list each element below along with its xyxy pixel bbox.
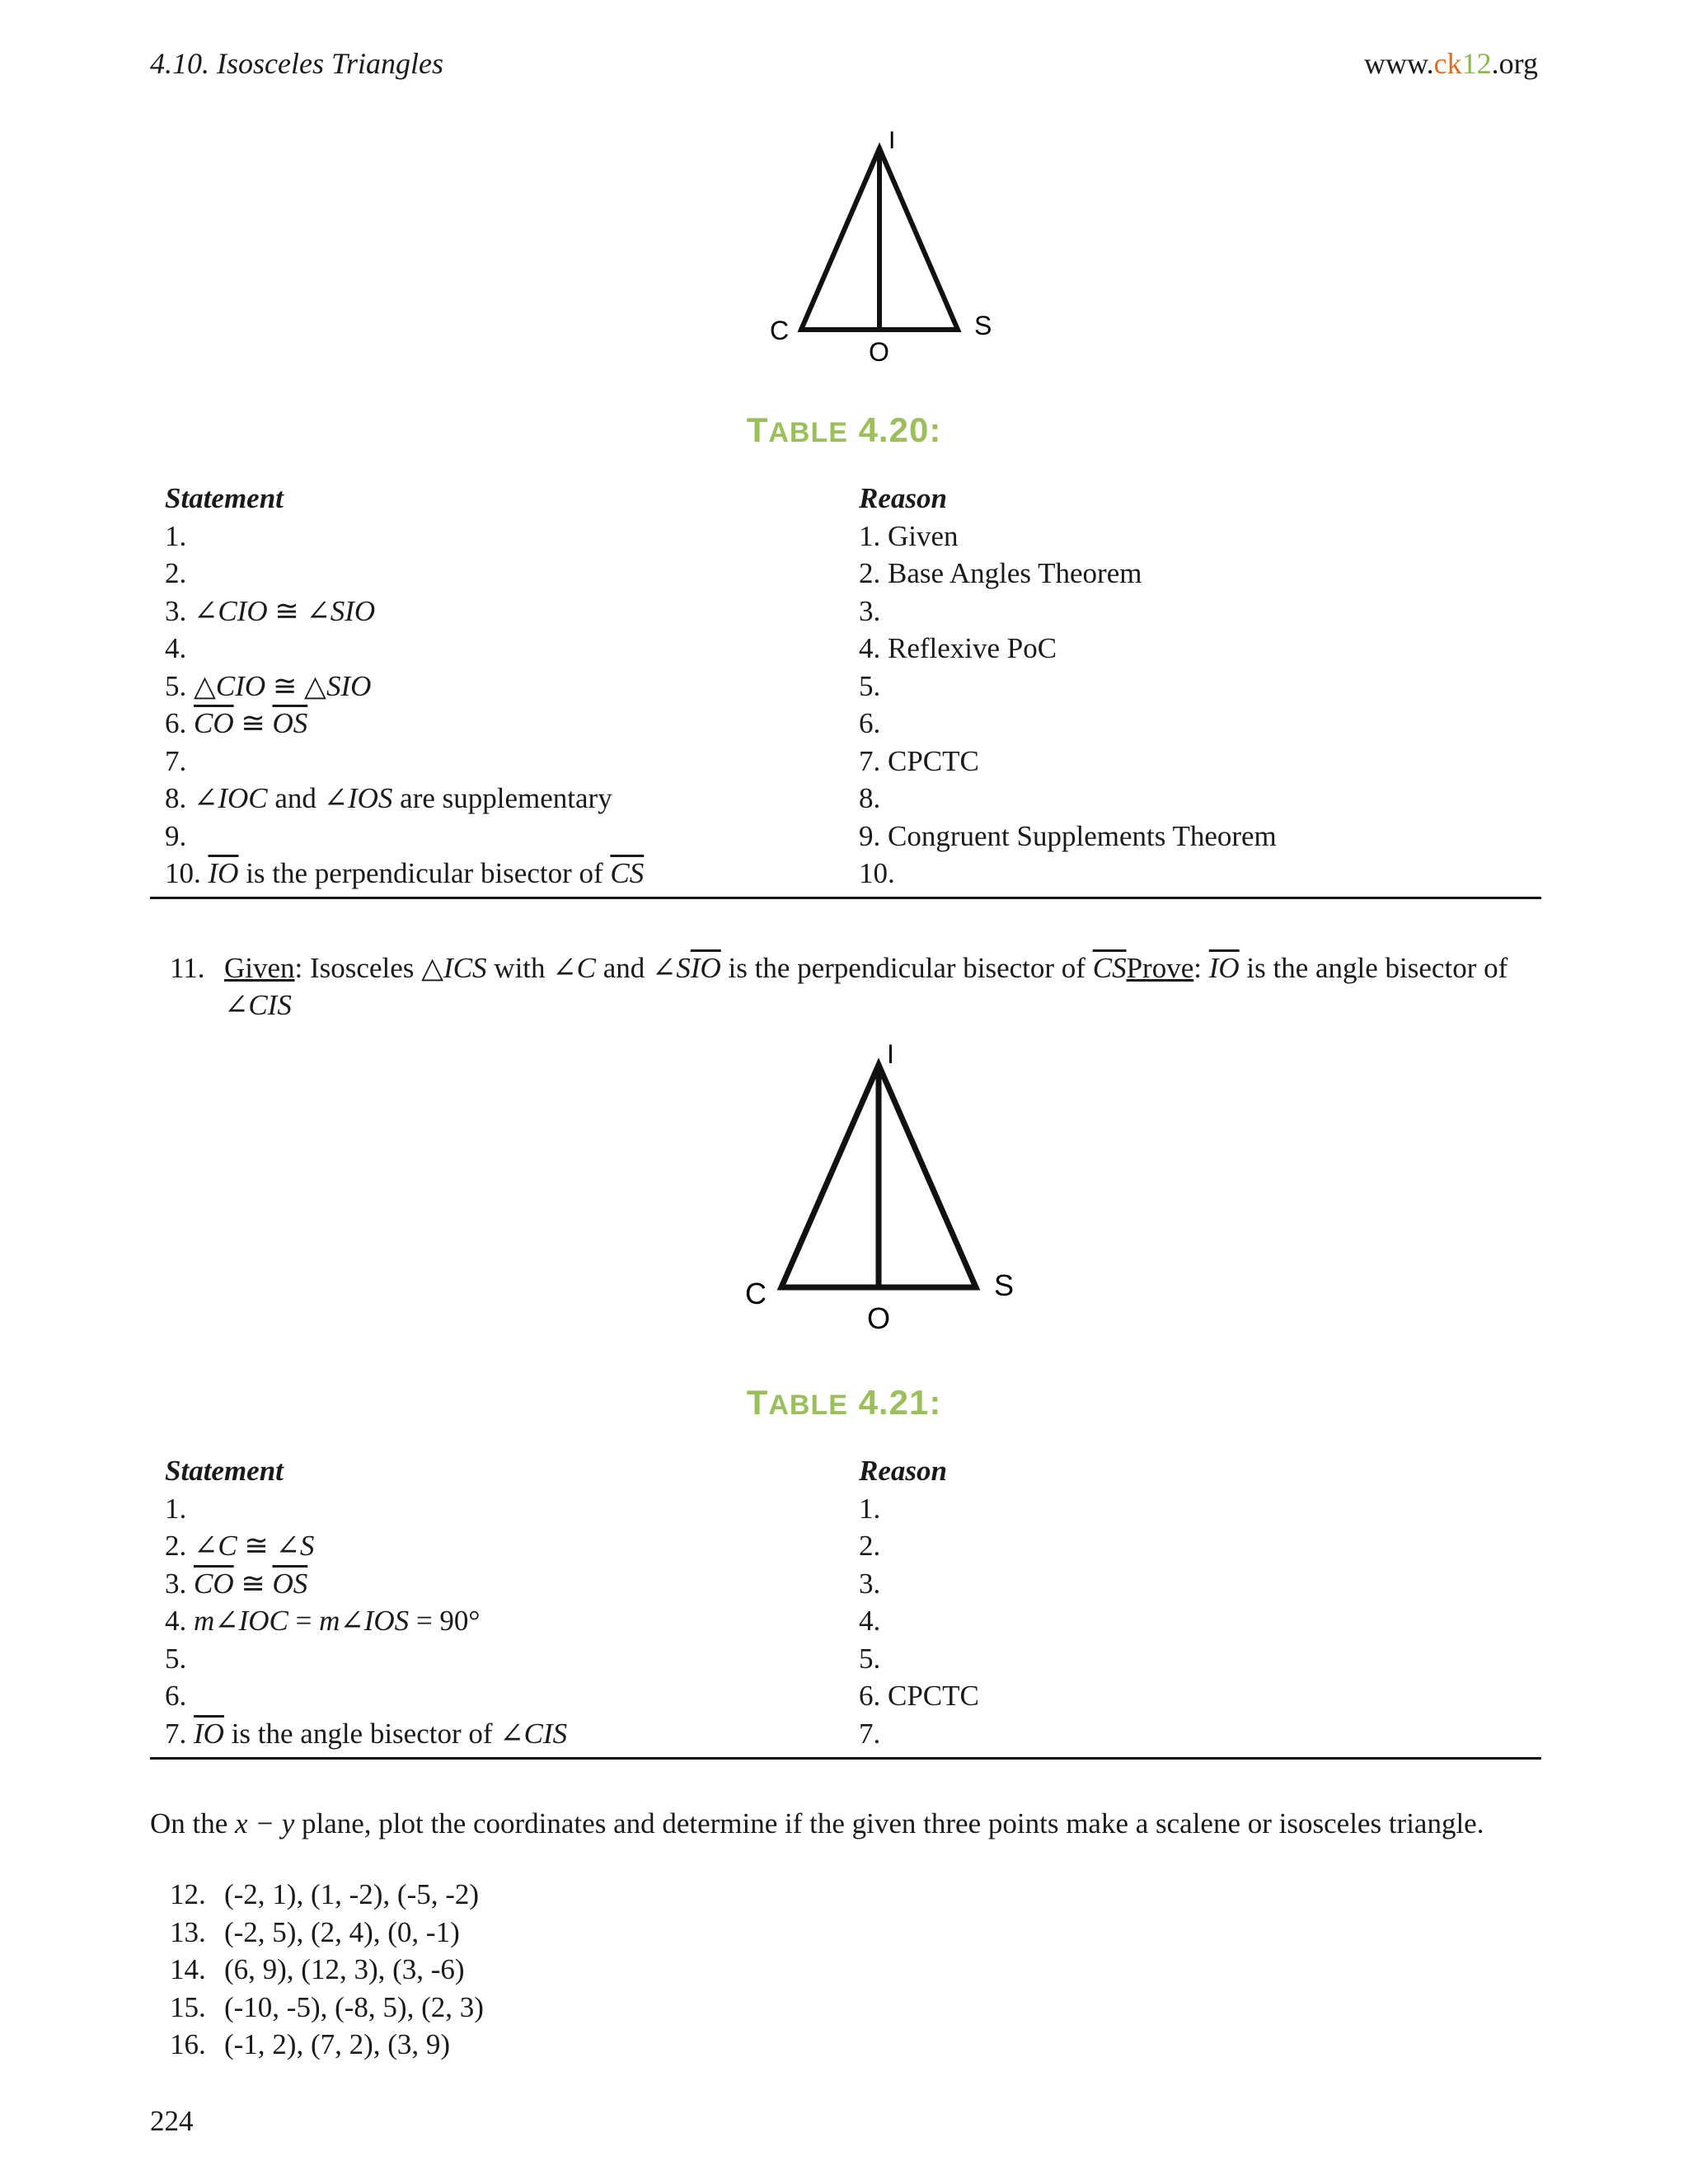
proof-table-4-20 — [150, 480, 1541, 893]
table-row: 9. 9. Congruent Supplements Theorem — [165, 819, 1277, 852]
table-header-row — [150, 1452, 1541, 1490]
points-list — [170, 1876, 484, 2064]
table-row: 5. 5. — [165, 1642, 881, 1675]
table-row: 5. △CIO ≅ △SIO 5. — [165, 669, 881, 702]
table-row: 7. 7. CPCTC — [165, 744, 979, 777]
table-row: 8. ∠IOC and ∠IOS are supplementary 8. — [165, 782, 881, 814]
question-number: 11. — [170, 952, 205, 984]
vertex-label-left: C — [745, 1277, 767, 1310]
table-row: 3. $\overline{CO}$ ≅ $\overline{OS}$ 3. — [165, 1567, 881, 1600]
list-item: 16. (-1, 2), (7, 2), (3, 9) — [170, 2028, 451, 2060]
plane-instruction: On the x − y plane, plot the coordinates and determine if the given three points make a scalene or isosceles triangle. — [150, 1807, 1484, 1840]
statement-header: Statement — [165, 1455, 284, 1487]
table-bottom-rule — [150, 1757, 1541, 1760]
table-caption-4-20: TABLE 4.20: — [746, 410, 942, 449]
table-row: 2. ∠C ≅ ∠S 2. — [165, 1530, 881, 1562]
table-row: 1. 1. — [165, 1492, 881, 1525]
table-header-row — [150, 480, 1541, 518]
table-row: 2. 2. Base Angles Theorem — [165, 557, 1142, 589]
list-item: 13. (-2, 5), (2, 4), (0, -1) — [170, 1915, 460, 1948]
vertex-label-right: S — [974, 311, 992, 340]
vertex-label-top: I — [889, 127, 896, 154]
site-12: 12 — [1461, 47, 1492, 80]
table-row: 4. 4. Reflexive PoC — [165, 632, 1057, 664]
vertex-label-bottom: O — [869, 337, 889, 367]
table-row: 6. 6. CPCTC — [165, 1680, 979, 1712]
reason-header: Reason — [859, 1455, 947, 1487]
table-caption-4-21: TABLE 4.21: — [746, 1383, 942, 1422]
site-prefix: www. — [1364, 47, 1434, 80]
question-text: Given: Isosceles △ICS with ∠C and $\angle S\overline{IO}$ is the perpendicular bisector of $\overline{CS}Prove$: $\overline{IO}$ is the angle bisector of ∠CIS — [224, 952, 1508, 1021]
statement-header: Statement — [165, 482, 284, 514]
list-item: 14. (6, 9), (12, 3), (3, -6) — [170, 1953, 465, 1985]
triangle-figure-2 — [725, 1038, 1039, 1335]
table-row: 7. $\overline{IO}$ is the angle bisector of ∠CIS 7. — [165, 1717, 881, 1750]
running-header-section: 4.10. Isosceles Triangles — [150, 47, 443, 80]
vertex-label-right: S — [994, 1268, 1015, 1302]
vertex-label-left: C — [770, 316, 790, 345]
site-ck: ck — [1433, 47, 1462, 80]
triangle-figure-1 — [742, 124, 1022, 371]
table-row: 1. 1. Given — [165, 519, 959, 552]
site-suffix: .org — [1491, 47, 1538, 80]
vertex-label-top: I — [887, 1039, 894, 1069]
reason-header: Reason — [859, 482, 947, 514]
table-row: 10. $\overline{IO}$ is the perpendicular bisector of $\overline{CS}$ 10. — [165, 857, 895, 889]
list-item: 15. (-10, -5), (-8, 5), (2, 3) — [170, 1990, 484, 2023]
vertex-label-bottom: O — [867, 1301, 891, 1335]
running-header-site[interactable] — [1364, 46, 1538, 81]
table-row: 3. ∠CIO ≅ ∠SIO 3. — [165, 594, 881, 627]
table-row: 6. $\overline{CO}$ ≅ $\overline{OS}$ 6. — [165, 707, 881, 739]
proof-table-4-21 — [150, 1452, 1541, 1752]
list-item: 12. (-2, 1), (1, -2), (-5, -2) — [170, 1878, 480, 1910]
question-11 — [170, 949, 1541, 1024]
table-row: 4. m∠IOC = m∠IOS = 90° 4. — [165, 1605, 881, 1637]
table-bottom-rule — [150, 897, 1541, 899]
page-number: 224 — [150, 2105, 194, 2137]
